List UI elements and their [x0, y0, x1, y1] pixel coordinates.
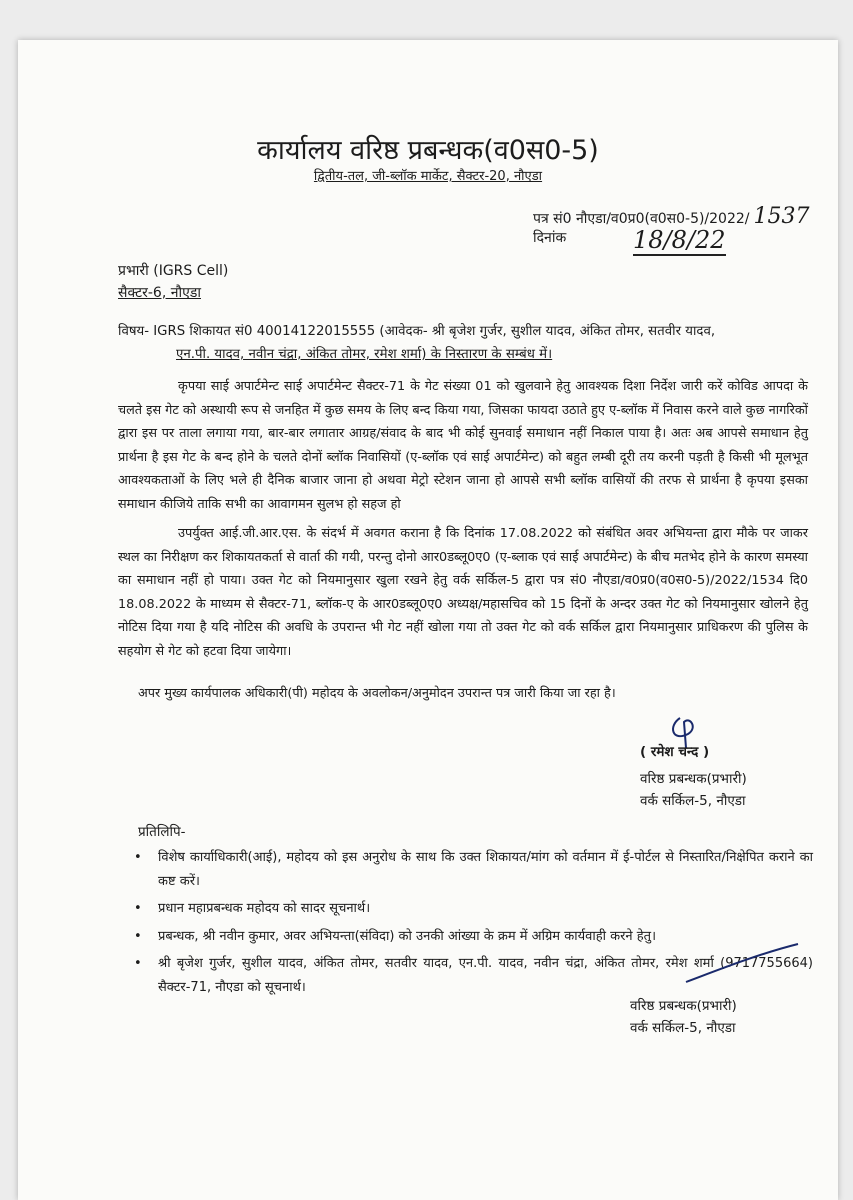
subject-line2: एन.पी. यादव, नवीन चंद्रा, अंकित तोमर, रमेश शर्मा) के निस्तारण के सम्बंध में। [176, 347, 553, 362]
signatory-office: वर्क सर्किल-5, नौएडा [640, 793, 746, 809]
addressee-line1: प्रभारी (IGRS Cell) [118, 263, 229, 279]
bullet-icon: • [134, 901, 142, 916]
footer-office: वर्क सर्किल-5, नौएडा [630, 1020, 736, 1036]
signatory-name: ( रमेश चन्द ) [640, 744, 710, 760]
date-line [533, 226, 726, 254]
bullet-icon: • [134, 956, 142, 971]
copy-to-item-1: विशेष कार्याधिकारी(आई), महोदय को इस अनुरोध के साथ कि उक्त शिकायत/मांग को वर्तमान में ई-पोर्टल से निस्तारित/निक्षेपित कराने का कष्ट करें। [158, 850, 813, 889]
list-item [128, 846, 813, 893]
copy-to-item-2: प्रधान महाप्रबन्धक महोदय को सादर सूचनार्थ। [158, 901, 371, 916]
handwritten-date: 18/8/22 [633, 226, 726, 254]
list-item [128, 897, 813, 921]
subject-block [118, 320, 798, 366]
date-label: दिनांक [533, 230, 567, 246]
office-title: कार्यालय वरिष्ठ प्रबन्धक(व0स0-5) [257, 135, 599, 166]
body-paragraph-2: उपर्युक्त आई.जी.आर.एस. के संदर्भ में अवगत कराना है कि दिनांक 17.08.2022 को संबंधित अवर अभियन्ता द्वारा मौके पर जाकर स्थल का निरीक्षण कर शिकायतकर्ता से वार्ता की गयी, परन्तु दोनो आर0डब्लू0ए0 (ए-ब्लाक एवं साई अपार्टमेन्ट) के बीच मतभेद होने के कारण समस्या का समाधान नहीं हो पाया। उक्त गेट को नियमानुसार खुला रखने हेतु वर्क सर्किल-5 द्वारा पत्र सं0 नौएडा/व0प्र0(व0स0-5)/2022/1534 दि0 18.08.2022 के माध्यम से सैक्टर-71, ब्लॉक-ए के आर0डब्लू0ए0 अध्यक्ष/महासचिव को 15 दिनों के अन्दर उक्त गेट को नियमानुसार खोलने हेतु नोटिस दिया गया है यदि नोटिस की अवधि के उपरान्त भी गेट नहीं खोला गया तो उक्त गेट को वर्क सर्किल द्वारा नियमानुसार प्राधिकरण की पुलिस के सहयोग से गेट को हटवा दिया जायेगा। [118, 526, 808, 659]
subject-line1: विषय- IGRS शिकायत सं0 40014122015555 (आवेदक- श्री बृजेश गुर्जर, सुशील यादव, अंकित तोमर, सतवीर यादव, [118, 324, 716, 339]
letter-page [18, 40, 838, 1200]
copy-to-item-4: श्री बृजेश गुर्जर, सुशील यादव, अंकित तोमर, सतवीर यादव, एन.पी. यादव, नवीन चंद्रा, अंकित तोमर, रमेश शर्मा (9717755664) सैक्टर-71, नौएडा को सूचनार्थ। [158, 956, 813, 995]
footer-signatory-block [630, 995, 737, 1039]
handwritten-dispatch-number: 1537 [753, 204, 810, 229]
footer-designation: वरिष्ठ प्रबन्धक(प्रभारी) [630, 998, 737, 1014]
addressee-block [118, 260, 228, 304]
signatory-designation-block [640, 768, 747, 812]
office-address [18, 166, 838, 184]
copy-to-item-3: प्रबन्धक, श्री नवीन कुमार, अवर अभियन्ता(संविदा) को उनकी आंख्या के क्रम में अग्रिम कार्यवाही करने हेतु। [158, 928, 656, 944]
office-address-text: द्वितीय-तल, जी-ब्लॉक मार्केट, सैक्टर-20, नौएडा [313, 169, 543, 184]
body-paragraph-3: अपर मुख्य कार्यपालक अधिकारी(पी) महोदय के अवलोकन/अनुमोदन उपरान्त पत्र जारी किया जा रहा है। [138, 686, 616, 701]
signatory-designation: वरिष्ठ प्रबन्धक(प्रभारी) [640, 771, 747, 787]
reference-label: पत्र सं0 नौएडा/व0प्र0(व0स0-5)/2022/ [533, 211, 750, 227]
addressee-line2: सैक्टर-6, नौएडा [118, 285, 201, 301]
copy-to-heading: प्रतिलिपि- [138, 824, 186, 840]
bullet-icon: • [134, 850, 142, 865]
footer-signature-mark [678, 940, 818, 990]
body-paragraph-1: कृपया साई अपार्टमेन्ट साई अपार्टमेन्ट सैक्टर-71 के गेट संख्या 01 को खुलवाने हेतु आवश्यक दिशा निर्देश जारी करें कोविड आपदा के चलते इस गेट को अस्थायी रूप से जनहित में कुछ समय के लिए बन्द किया गया, जिसका फायदा उठाते हुए ए-ब्लॉक में निवास करने वाले कुछ नागरिकों द्वारा इस पर ताला लगाया गया, बार-बार लगातार आग्रह/संवाद के बाद भी कोई सुनवाई समाधान नहीं निकाल पाया है। अतः अब आपसे समाधान हेतु प्रार्थना है इस गेट के बन्द होने के चलते दोनों ब्लॉक निवासियों (ए-ब्लॉक एवं साई अपार्टमेन्ट) को बहुत लम्बी दूरी तय करनी पड़ती है किसी भी मूलभूत आवश्यकताओं के लिए भले ही दैनिक बाजार जाना हो अथवा मेट्रो स्टेशन जाना हो आपसे सभी ब्लॉक वासियों की तरफ से प्रार्थना है कृपया इसका समाधान कीजिये ताकि सभी का आवागमन सुलभ हो सहज हो [118, 379, 808, 512]
bullet-icon: • [134, 928, 142, 944]
